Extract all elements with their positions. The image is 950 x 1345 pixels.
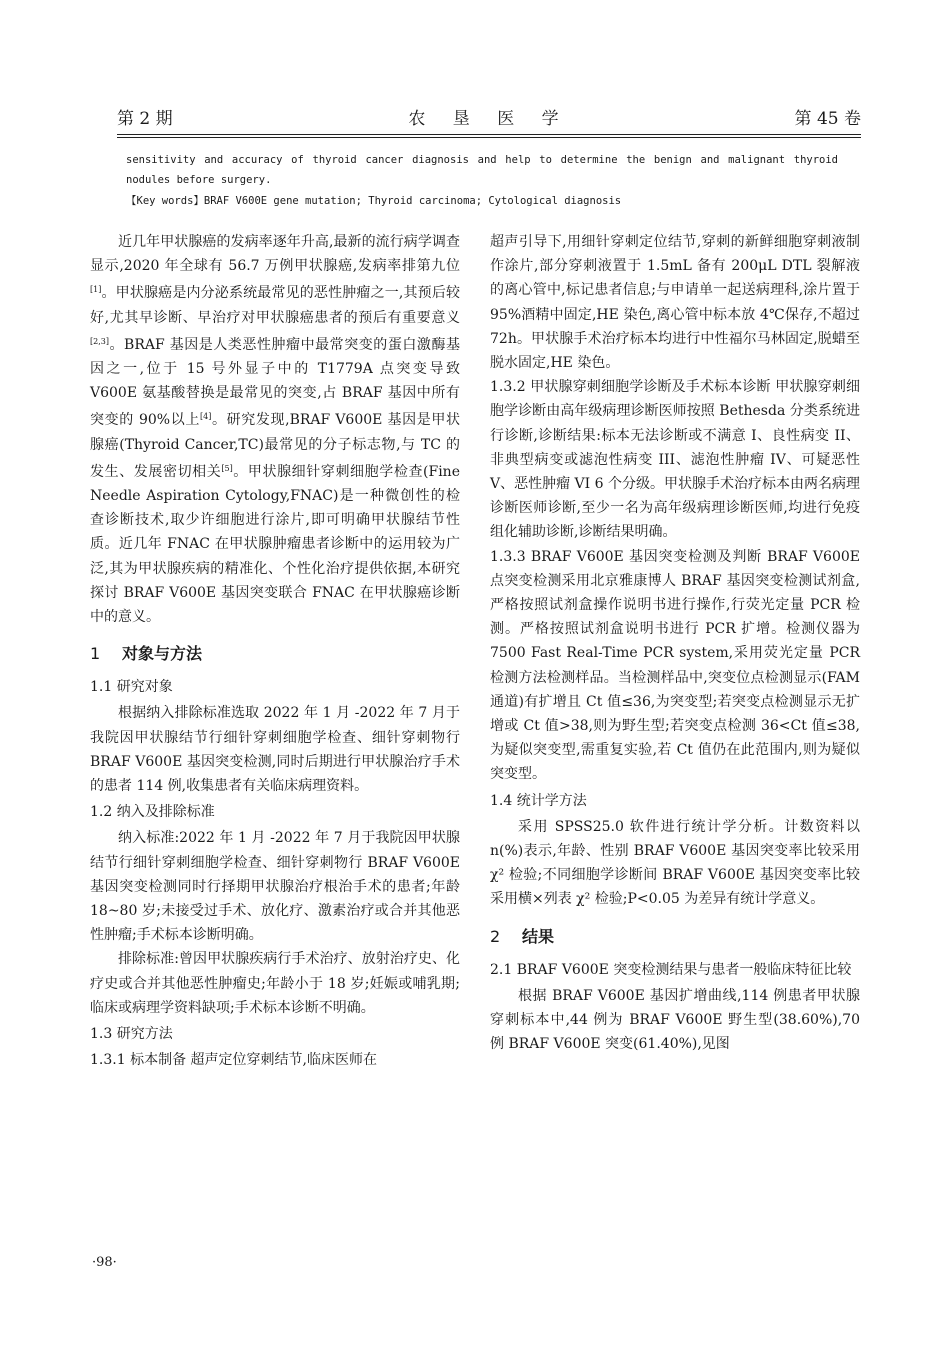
running-header	[117, 106, 861, 134]
page-number: ·98·	[92, 1255, 117, 1270]
paragraph: 1.3.2 甲状腺穿刺细胞学诊断及手术标本诊断 甲状腺穿刺细胞学诊断由高年级病理诊断医师按照 Bethesda 分类系统进行诊断,诊断结果:标本无法诊断或不满意 I、良性病变 II、非典型病变或滤泡性病变 III、滤泡性肿瘤 IV、可疑恶性 V、恶性肿瘤 VI 6 个分级。甲状腺手术治疗标本由两名病理诊断医师诊断,至少一名为高年级病理诊断医师,均进行免疫组化辅助诊断,诊断结果明确。	[490, 379, 861, 541]
right-column	[490, 230, 860, 1057]
section-heading-results: 2 结果	[490, 926, 555, 946]
abstract-tail: sensitivity and accuracy of thyroid cancer diagnosis and help to determine the benign and malignant thyroid nodules before surgery.	[126, 154, 838, 186]
keywords: 【Key words】BRAF V600E gene mutation; Thyroid carcinoma; Cytological diagnosis	[126, 195, 622, 207]
subsection-heading: 1.3 研究方法	[90, 1026, 173, 1043]
section-heading-methods: 1 对象与方法	[90, 644, 203, 664]
citation: [4]	[200, 412, 212, 422]
left-column	[90, 230, 460, 1073]
paragraph: 1.3.3 BRAF V600E 基因突变检测及判断 BRAF V600E 点突变检测采用北京雅康博人 BRAF 基因突变检测试剂盒,严格按照试剂盒操作说明书进行操作,行荧光定量 PCR 检测。严格按照试剂盒说明书进行 PCR 扩增。检测仪器为 7500 Fast Real-Time PCR system,采用荧光定量 PCR 检测方法检测样品。当检测样品中,突变位点检测显示(FAM 通道)有扩增且 Ct 值≤36,为突变型;若突变点检测显示无扩增或 Ct 值>38,则为野生型;若突变点检测 36<Ct 值≤38,为疑似突变型,需重复实验,若 Ct 值仍在此范围内,则为疑似突变型。	[490, 548, 860, 783]
header-rule	[117, 134, 861, 135]
paragraph: 排除标准:曾因甲状腺疾病行手术治疗、放射治疗史、化疗史或合并其他恶性肿瘤史;年龄小于 18 岁;妊娠或哺乳期;临床或病理学资料缺项;手术标本诊断不明确。	[90, 951, 460, 1016]
citation: [5]	[221, 463, 233, 473]
header-rule-secondary	[117, 137, 861, 138]
journal-title: 农 垦 医 学	[408, 109, 570, 129]
subsection-heading: 1.1 研究对象	[90, 679, 173, 696]
citation: [1]	[90, 285, 102, 295]
paragraph: 纳入标准:2022 年 1 月 -2022 年 7 月于我院因甲状腺结节行细针穿刺细胞学检查、细针穿刺物行 BRAF V600E 基因突变检测同时行择期甲状腺治疗根治手术的患者;年龄 18~80 岁;未接受过手术、放化疗、激素治疗或合并其他恶性肿瘤;手术标本诊断明确。	[90, 830, 460, 944]
subsection-heading: 1.4 统计学方法	[490, 792, 587, 809]
volume-label: 第 45 卷	[794, 109, 861, 129]
citation: [2,3]	[90, 336, 109, 346]
paragraph: 采用 SPSS25.0 软件进行统计学分析。计数资料以 n(%)表示,年龄、性别 BRAF V600E 基因突变率比较采用 χ² 检验;不同细胞学诊断间 BRAF V600E 基因突变率比较采用横×列表 χ² 检验;P<0.05 为差异有统计学意义。	[490, 818, 860, 908]
paragraph: 根据 BRAF V600E 基因扩增曲线,114 例患者甲状腺穿刺标本中,44 例为 BRAF V600E 野生型(38.60%),70 例 BRAF V600E 突变(61.40%),见图	[490, 987, 860, 1053]
paragraph: 超声引导下,用细针穿刺定位结节,穿刺的新鲜细胞穿刺液制作涂片,部分穿刺液置于 1.5mL 备有 200μL DTL 裂解液的离心管中,标记患者信息;与申请单一起送病理科,涂片置于 95%酒精中固定,HE 染色,离心管中标本放 4℃保存,不超过 72h。甲状腺手术治疗标本均进行中性福尔马林固定,脱蜡至脱水固定,HE 染色。	[490, 234, 860, 372]
subsection-heading: 1.2 纳入及排除标准	[90, 804, 215, 821]
paragraph: 根据纳入排除标准选取 2022 年 1 月 -2022 年 7 月于我院因甲状腺结节行细针穿刺细胞学检查、细针穿刺物行 BRAF V600E 基因突变检测,同时后期进行甲状腺治疗手术的患者 114 例,收集患者有关临床病理资料。	[90, 705, 460, 795]
paragraph: 1.3.1 标本制备 超声定位穿刺结节,临床医师在	[90, 1052, 377, 1069]
issue-label: 第 2 期	[117, 109, 173, 129]
subsection-heading: 2.1 BRAF V600E 突变检测结果与患者一般临床特征比较	[490, 961, 852, 978]
intro-paragraph: 近几年甲状腺癌的发病率逐年升高,最新的流行病学调查显示,2020 年全球有 56.7 万例甲状腺癌,发病率排第九位[1]。甲状腺癌是内分泌系统最常见的恶性肿瘤之一,其预后较好,尤其早诊断、早治疗对甲状腺癌患者的预后有重要意义[2,3]。BRAF 基因是人类恶性肿瘤中最常突变的蛋白激酶基因之一,位于 15 号外显子中的 T1779A 点突变导致 V600E 氨基酸替换是最常见的突变,占 BRAF 基因中所有突变的 90%以上[4]。研究发现,BRAF V600E 基因是甲状腺癌(Thyroid Cancer,TC)最常见的分子标志物,与 TC 的发生、发展密切相关[5]。甲状腺细针穿刺细胞学检查(Fine Needle Aspiration Cytology,FNAC)是一种微创性的检查诊断技术,取少许细胞进行涂片,即可明确甲状腺结节性质。近几年 FNAC 在甲状腺肿瘤患者诊断中的运用较为广泛,其为甲状腺疾病的精准化、个性化治疗提供依据,本研究探讨 BRAF V600E 基因突变联合 FNAC 在甲状腺癌诊断中的意义。	[90, 234, 460, 626]
